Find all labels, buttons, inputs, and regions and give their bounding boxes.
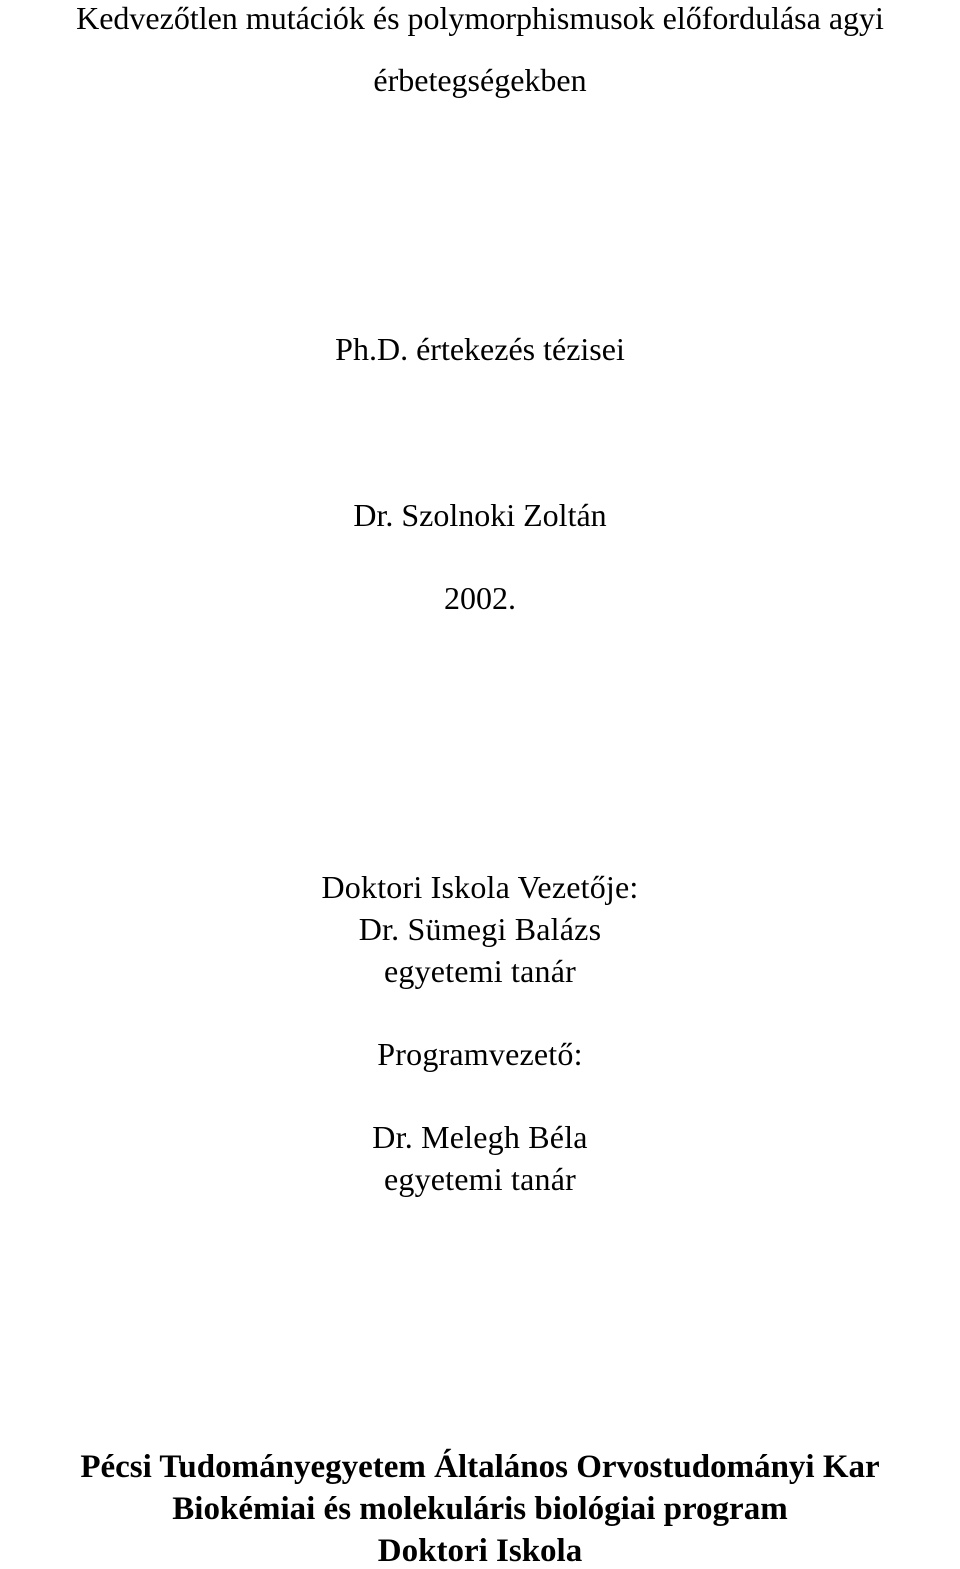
institution-line-2: Biokémiai és molekuláris biológiai program	[172, 1491, 788, 1527]
year: 2002.	[444, 580, 516, 616]
thesis-title-line-1: Kedvezőtlen mutációk és polymorphismusok előfordulása agyi	[76, 0, 884, 36]
school-head-label: Doktori Iskola Vezetője:	[321, 869, 639, 905]
thesis-title-line-2: érbetegségekben	[373, 62, 587, 98]
author-name: Dr. Szolnoki Zoltán	[353, 497, 607, 533]
institution-line-3: Doktori Iskola	[377, 1533, 583, 1569]
institution-line-1: Pécsi Tudományegyetem Általános Orvostudományi Kar	[80, 1449, 880, 1485]
program-head-label: Programvezető:	[377, 1036, 583, 1072]
school-head-position: egyetemi tanár	[383, 953, 577, 989]
program-head-position: egyetemi tanár	[383, 1161, 577, 1197]
thesis-type: Ph.D. értekezés tézisei	[335, 331, 625, 367]
program-head-name: Dr. Melegh Béla	[372, 1119, 588, 1155]
school-head-name: Dr. Sümegi Balázs	[358, 911, 602, 947]
